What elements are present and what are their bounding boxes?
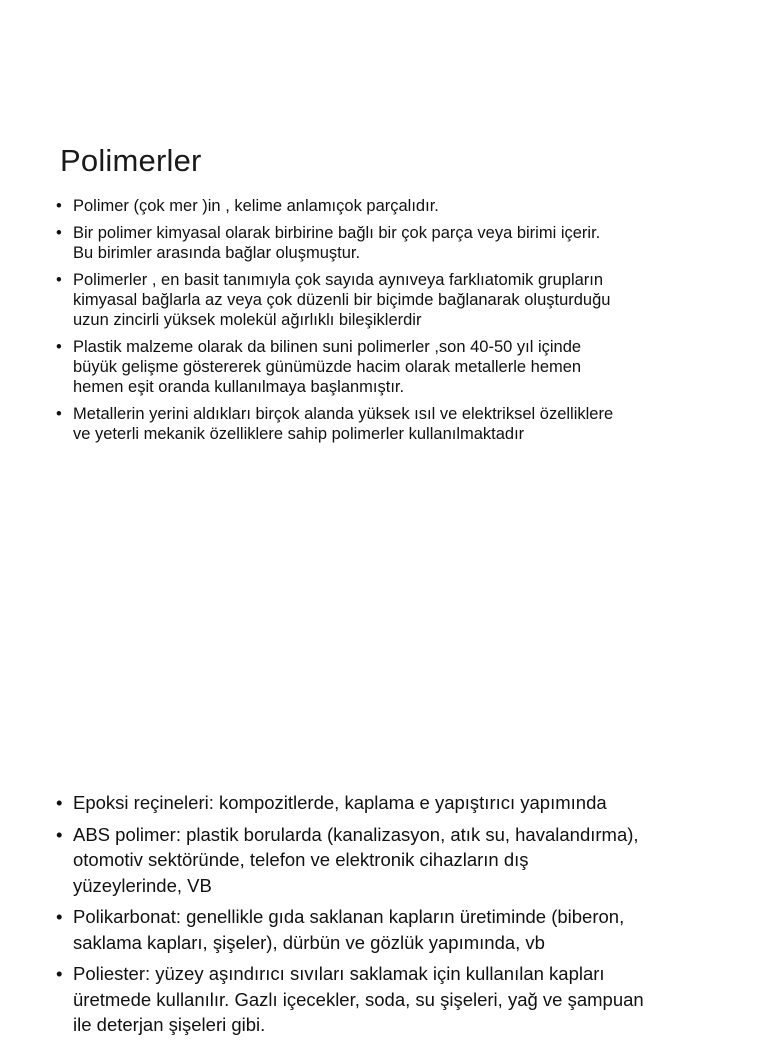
bullet-text-line: Polikarbonat: genellikle gıda saklanan kapların üretiminde (biberon, [73,906,625,927]
bullet-text-line: ve yeterli mekanik özelliklere sahip polimerler kullanılmaktadır [73,425,525,443]
bullet-point-icon: • [56,906,63,927]
bullet-text-line: Bir polimer kimyasal olarak birbirine bağlı bir çok parça veya birimi içerir. [73,224,601,242]
bullet-text-line: Polimerler , en basit tanımıyla çok sayıda aynıveya farklıatomik grupların [73,271,604,289]
bullet-text-line: büyük gelişme göstererek günümüzde hacim olarak metallerle hemen [73,358,582,376]
bullet-list-polimerler [56,196,746,451]
bullet-text-line: ile deterjan şişeleri gibi. [73,1014,266,1035]
bullet-text [73,404,746,444]
bullet-text [73,223,746,263]
bullet-point-icon: • [56,823,63,845]
bullet-text-line: saklama kapları, şişeler), dürbün ve gözlük yapımında, vb [73,931,545,953]
bullet-point-icon: • [56,224,62,242]
bullet-point-icon: • [56,197,62,215]
bullet-item [56,337,746,397]
bullet-point-icon: • [56,338,62,356]
bullet-text-line: Poliester: yüzey aşındırıcı sıvıları saklamak için kullanılan kapları [73,963,605,984]
bullet-text [73,961,746,1038]
bullet-point-icon: • [56,963,63,984]
bullet-point-icon: • [56,792,63,813]
bullet-item [56,270,746,330]
bullet-text [73,337,746,397]
bullet-text [73,904,746,955]
bullet-text-line: kimyasal bağlarla az veya çok düzenli bir biçimde bağlanarak oluşturduğu [73,291,611,309]
bullet-point-icon: • [56,405,62,423]
bullet-list-polymer-uses [56,790,746,1044]
bullet-text-line: hemen eşit oranda kullanılmaya başlanmıştır. [73,378,405,396]
bullet-point-icon: • [56,271,62,289]
bullet-item [56,196,746,216]
bullet-text-line: otomotiv sektöründe, telefon ve elektronik cihazların dış [73,849,529,870]
bullet-text-line: yüzeylerinde, VB [73,874,212,896]
bullet-item [56,904,746,955]
bullet-text-line: Plastik malzeme olarak da bilinen suni polimerler ,son 40-50 yıl içinde [73,338,582,356]
bullet-text [73,822,746,899]
bullet-text-line: Epoksi reçineleri: kompozitlerde, kaplama e yapıştırıcı yapımında [73,792,607,813]
bullet-text-line: ABS polimer: plastik borularda (kanalizasyon, atık su, havalandırma), [73,823,639,845]
bullet-item [56,822,746,899]
bullet-item [56,961,746,1038]
bullet-text [73,790,746,816]
bullet-text-line: Polimer (çok mer )in , kelime anlamıçok parçalıdır. [73,197,439,215]
bullet-text [73,270,746,330]
bullet-item [56,404,746,444]
bullet-text-line: Bu birimler arasında bağlar oluşmuştur. [73,244,361,262]
bullet-text-line: üretmede kullanılır. Gazlı içecekler, soda, su şişeleri, yağ ve şampuan [73,988,644,1010]
bullet-item [56,790,746,816]
bullet-text-line: Metallerin yerini aldıkları birçok alanda yüksek ısıl ve elektriksel özelliklere [73,405,614,423]
bullet-text-line: uzun zincirli yüksek molekül ağırlıklı bileşiklerdir [73,311,422,329]
slide-title: Polimerler [60,142,202,178]
bullet-item [56,223,746,263]
bullet-text [73,196,746,216]
